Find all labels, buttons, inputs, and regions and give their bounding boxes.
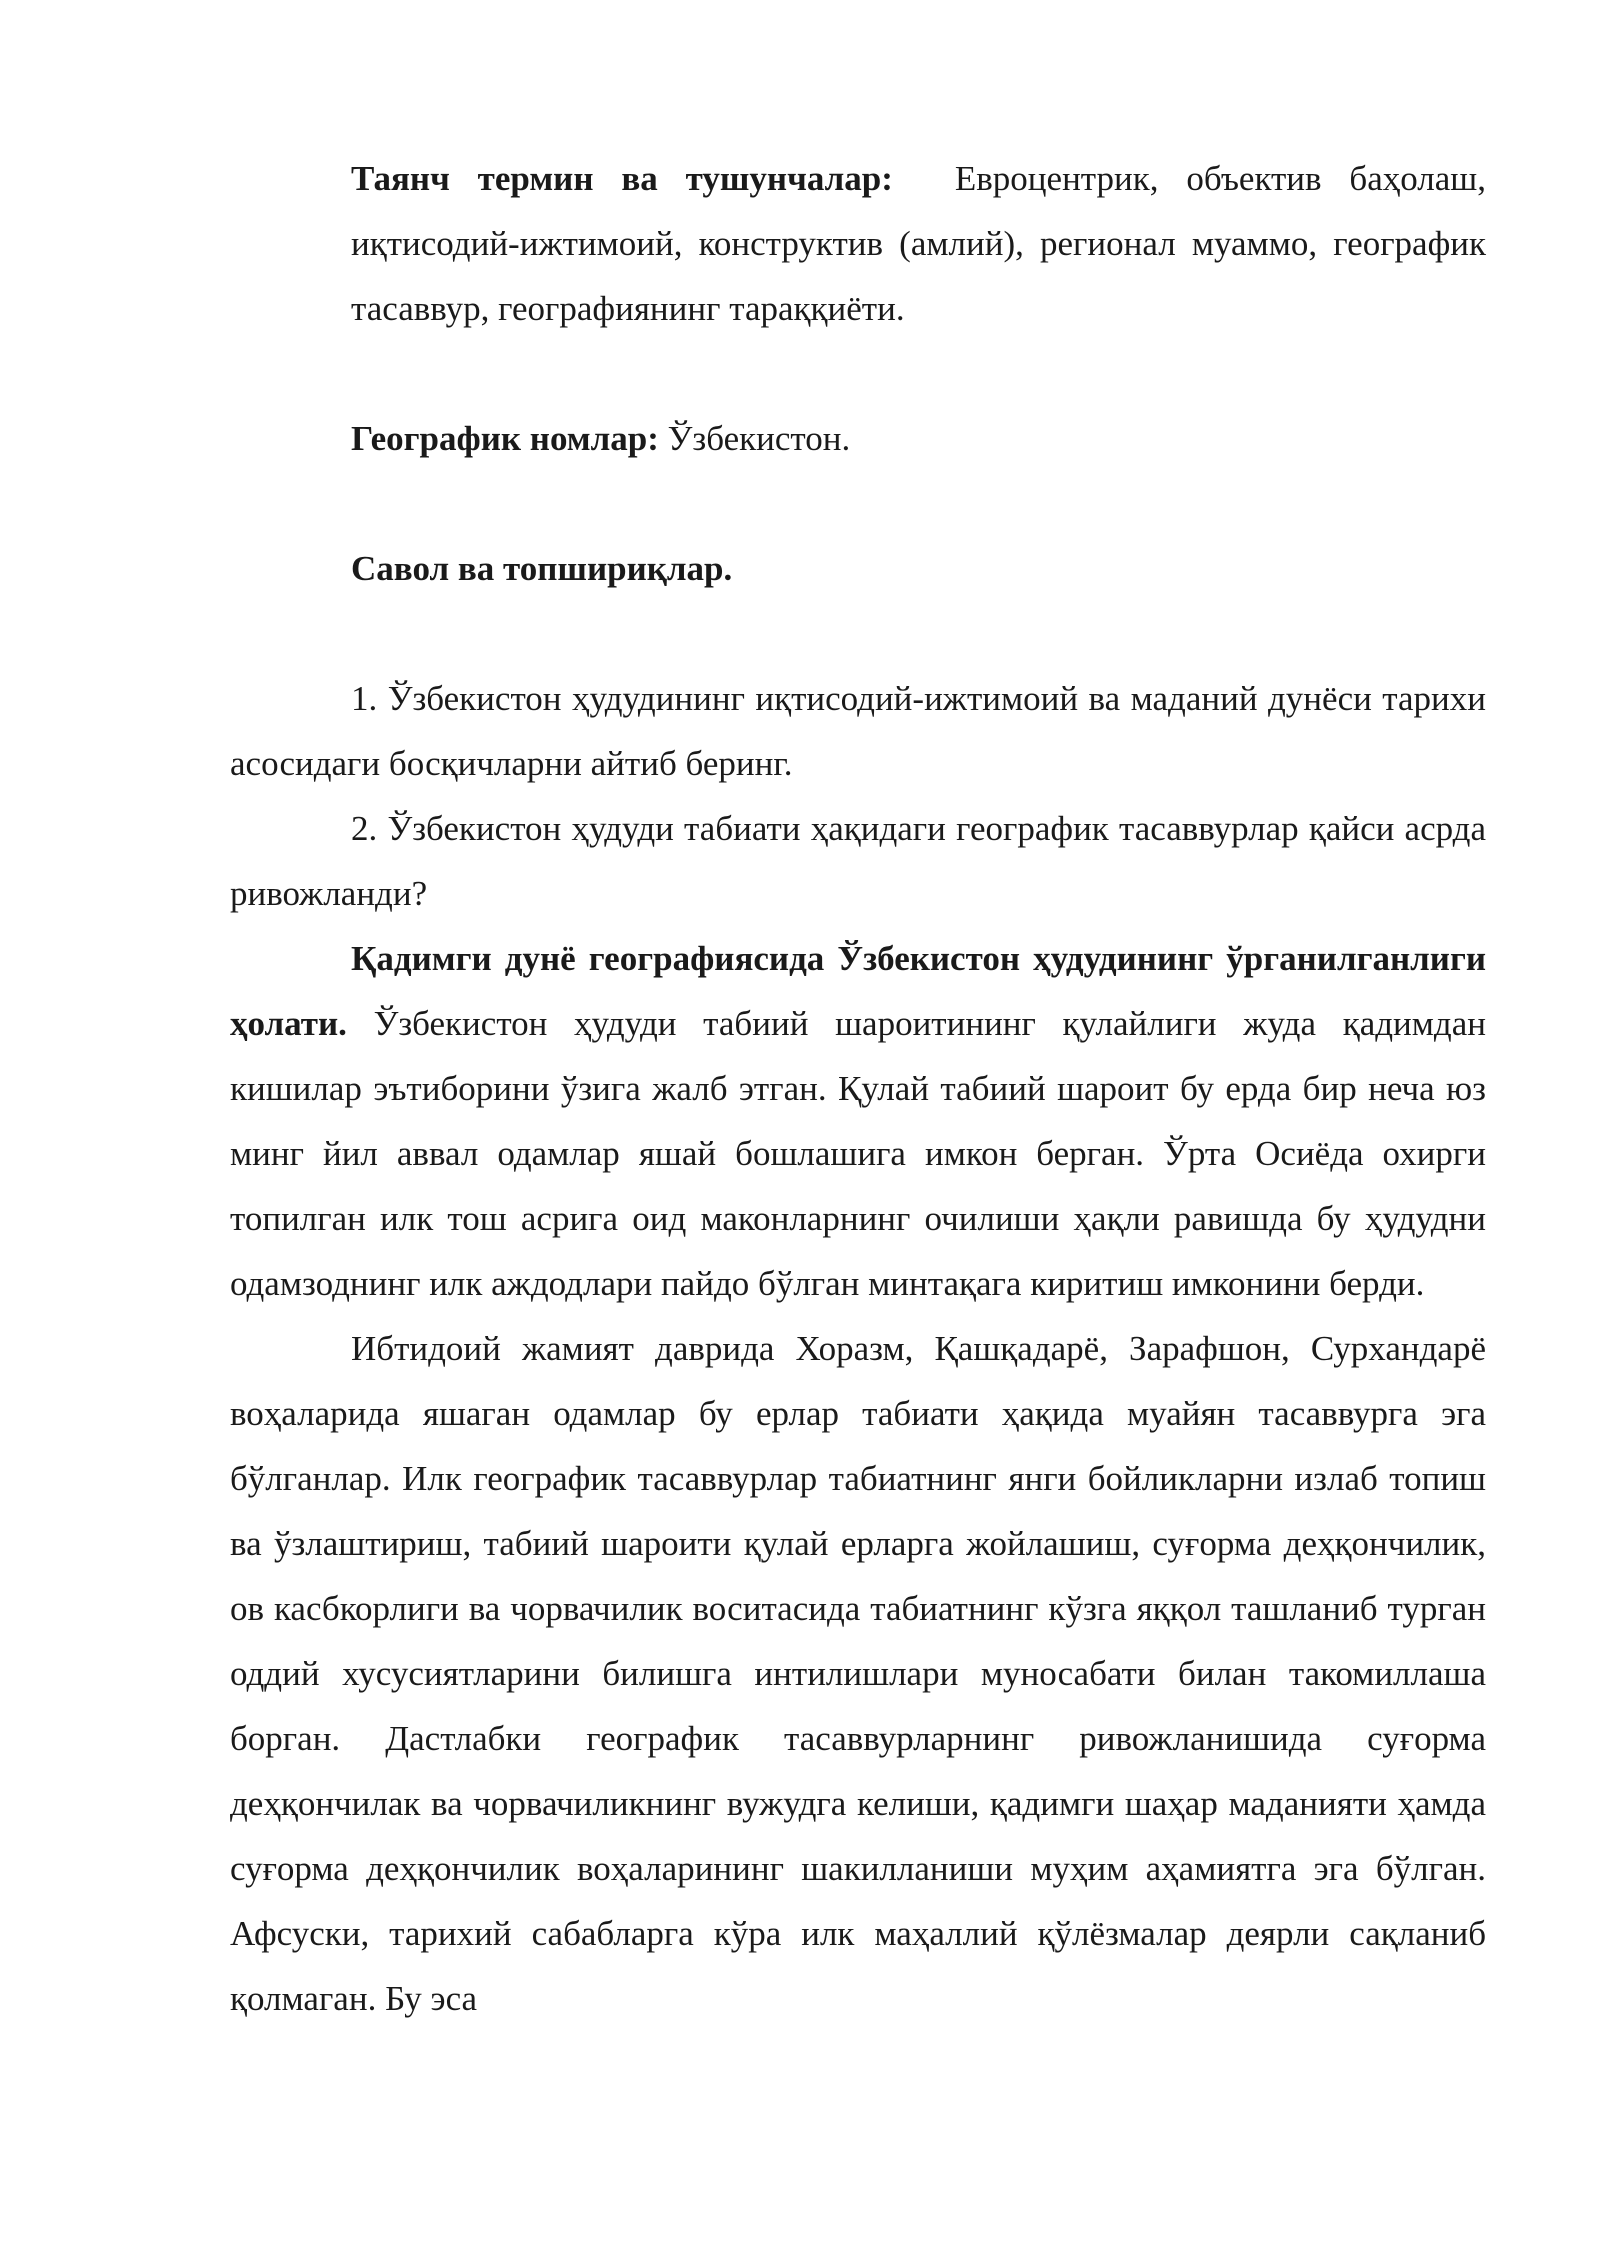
body-paragraph: Ибтидоий жамият даврида Хоразм, Қашқадарё, Зарафшон, Сурхандарё воҳаларида яшаган одамлар бу ерлар табиати ҳақида муайян тасаввурга эга бўлганлар. Илк географик тасаввурлар табиатнинг янги бойликларни излаб топиш ва ўзлаштириш, табиий шароити қулай ерларга жойлашиш, суғорма деҳқончилик, ов касбкорлиги ва чорвачилик воситасида табиатнинг кўзга яққол ташланиб турган оддий хусусиятларини билишга интилишлари муносабати билан такомиллаша борган. Дастлабки географик тасаввурларнинг ривожланишида суғорма деҳқончилак ва чорвачиликнинг вужудга келиши, қадимги шаҳар маданияти ҳамда суғорма деҳқончилик воҳаларининг шакилланиши муҳим аҳамиятга эга бўлган. Афсуски, тарихий сабабларга кўра илк маҳаллий қўлёзмалар деярли сақланиб қолмаган. Бу эса xyxy=(230,1329,1486,2018)
section-paragraph xyxy=(230,926,1486,1316)
geographic-names-paragraph xyxy=(230,406,1486,471)
section-text: Ўзбекистон ҳудуди табиий шароитининг қулайлиги жуда қадимдан кишилар эътиборини ўзига жалб этган. Қулай табиий шароит бу ерда бир неча юз минг йил аввал одамлар яшай бошлашига имкон берган. Ўрта Осиёда охирги топилган илк тош асрига оид маконларнинг очилиши ҳақли равишда бу ҳудудни одамзоднинг илк аждодлари пайдо бўлган минтақага киритиш имконини берди. xyxy=(230,1004,1486,1303)
key-terms-label: Таянч термин ва тушунчалар: xyxy=(351,159,893,198)
section-title: Қадимги дунё географиясида Ўзбекистон ҳудудининг ўрганилганлиги ҳолати. xyxy=(230,939,1486,1043)
geographic-names-label: Географик номлар: xyxy=(351,419,659,458)
question-text: Ўзбекистон ҳудуди табиати ҳақидаги географик тасаввурлар қайси асрда ривожланди? xyxy=(230,809,1486,913)
document-body xyxy=(230,146,1486,2031)
question-number: 2. xyxy=(351,809,378,848)
geographic-names-text: Ўзбекистон. xyxy=(667,419,851,458)
key-terms-text: Евроцентрик, объектив баҳолаш, иқтисодий-ижтимоий, конструктив (амлий), регионал муаммо, географик тасаввур, географиянинг тараққиёти. xyxy=(351,159,1486,328)
key-terms-paragraph xyxy=(230,146,1486,341)
question-item xyxy=(230,666,1486,796)
question-text: Ўзбекистон ҳудудининг иқтисодий-ижтимоий ва маданий дунёси тарихи асосидаги босқичларни айтиб беринг. xyxy=(230,679,1486,783)
question-number: 1. xyxy=(351,679,378,718)
question-item xyxy=(230,796,1486,926)
questions-heading: Савол ва топшириқлар. xyxy=(351,549,733,588)
